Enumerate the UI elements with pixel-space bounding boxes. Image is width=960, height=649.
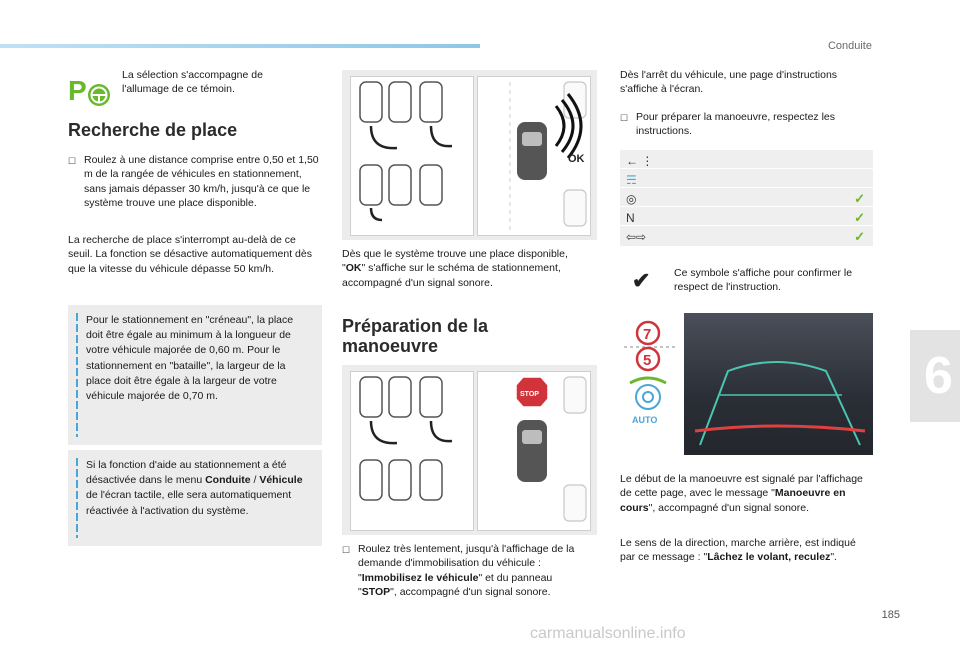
chapter-number: 6 <box>924 347 953 405</box>
section-title: Conduite <box>827 40 872 52</box>
bullet-marker-icon: ☐ <box>68 156 77 166</box>
info-note-dimensions <box>68 305 322 445</box>
ok-label: OK <box>568 153 585 165</box>
svg-text:P: P <box>68 75 87 106</box>
auto-label: AUTO <box>632 415 658 425</box>
camera-illustration <box>620 313 873 455</box>
para-arret: Dès l'arrêt du véhicule, une page d'instructions s'affiche à l'écran. <box>620 69 838 96</box>
header-bar <box>0 44 480 48</box>
chapter-tab <box>910 330 960 422</box>
check-explanation: Ce symbole s'affiche pour confirmer le respect de l'instruction. <box>674 267 853 294</box>
bullet-roulez <box>68 153 322 211</box>
info-note-reactivation <box>68 450 322 546</box>
bullet-preparer <box>620 110 870 139</box>
note-accent-bar <box>76 458 78 538</box>
reverse-camera-view <box>620 313 873 455</box>
turn-signal-icon: ◎ <box>626 192 637 206</box>
intro-text: La sélection s'accompagne de l'allumage de ce témoin. <box>122 69 263 96</box>
bullet-marker-icon: ☐ <box>620 113 629 123</box>
steering-assist-icon: ☴ <box>626 173 637 187</box>
bullet-marker-icon: ☐ <box>342 545 351 555</box>
bullet-preparer-text: Pour préparer la manoeuvre, respectez les instructions. <box>636 111 836 138</box>
heading-recherche-de-place: Recherche de place <box>68 120 238 140</box>
check-mark-icon: ✓ <box>854 191 865 206</box>
note-reactivation-text: Si la fonction d'aide au stationnement a été désactivée dans le menu Conduite / Véhicule de l'écran tactile, elle sera automatiquement réactivée à l'activation du système. <box>86 459 303 517</box>
para-recherche: La recherche de place s'interrompt au-delà de ce seuil. La fonction se désactive automatiquement dès que la vitesse du véhicule dépasse 50 km/h. <box>68 234 312 275</box>
stop-layout-illustration <box>342 365 597 535</box>
gear-neutral-label: N <box>626 211 635 225</box>
page-number: 185 <box>881 609 900 621</box>
para-lachez-volant: Le sens de la direction, marche arrière, est indiqué par ce message : "Lâchez le volant, reculez". <box>620 537 856 564</box>
check-mark-icon: ✓ <box>854 210 865 225</box>
para-ok: Dès que le système trouve une place disponible, "OK" s'affiche sur le schéma de stationnement, accompagné d'un signal sonore. <box>342 248 568 289</box>
para-manoeuvre-en-cours: Le début de la manoeuvre est signalé par l'affichage de cette page, avec le message "Manoeuvre en cours", accompagné d'un signal sonore. <box>620 473 863 514</box>
park-assist-indicator-icon <box>68 72 112 112</box>
screen-row-arrows <box>620 225 873 248</box>
bullet-roulez-text: Roulez à une distance comprise entre 0,50 et 1,50 m de la rangée de véhicules en stationnement, sans jamais dépasser 30 km/h, jusqu'à ce que le système trouve une place disponible. <box>84 154 319 210</box>
watermark: carmanualsonline.info <box>530 625 686 642</box>
camera-number-5: 5 <box>643 352 652 369</box>
diagram-parking-found <box>342 70 597 240</box>
instruction-screen <box>620 150 873 246</box>
note-accent-bar <box>76 313 78 437</box>
bullet-immobilisez <box>342 542 592 600</box>
heading-preparation: Préparation de la manoeuvre <box>342 316 489 356</box>
stop-label: STOP <box>520 391 539 398</box>
check-mark-icon: ✓ <box>854 229 865 244</box>
direction-arrows-icon: ⇦⇨ <box>626 230 647 244</box>
back-arrow-icon: ← ⋮ <box>626 154 654 168</box>
camera-number-7: 7 <box>643 326 652 343</box>
check-symbol-icon: ✔ <box>632 268 651 293</box>
diagram-stop <box>342 365 597 535</box>
bullet-immobilisez-text: Roulez très lentement, jusqu'à l'affichage de la demande d'immobilisation du véhicule : "Immobilisez le véhicule" et du panneau "STOP", accompagné d'un signal sonore. <box>358 543 575 599</box>
parking-layout-illustration <box>342 70 597 240</box>
note-dimensions-text: Pour le stationnement en "créneau", la place doit être égale au minimum à la longueur de votre véhicule majorée de 0,60 m. Pour le stationnement en "bataille", la largeur de la place doit être égale à la largeur de votre véhicule majorée de 0,70 m. <box>86 314 294 403</box>
